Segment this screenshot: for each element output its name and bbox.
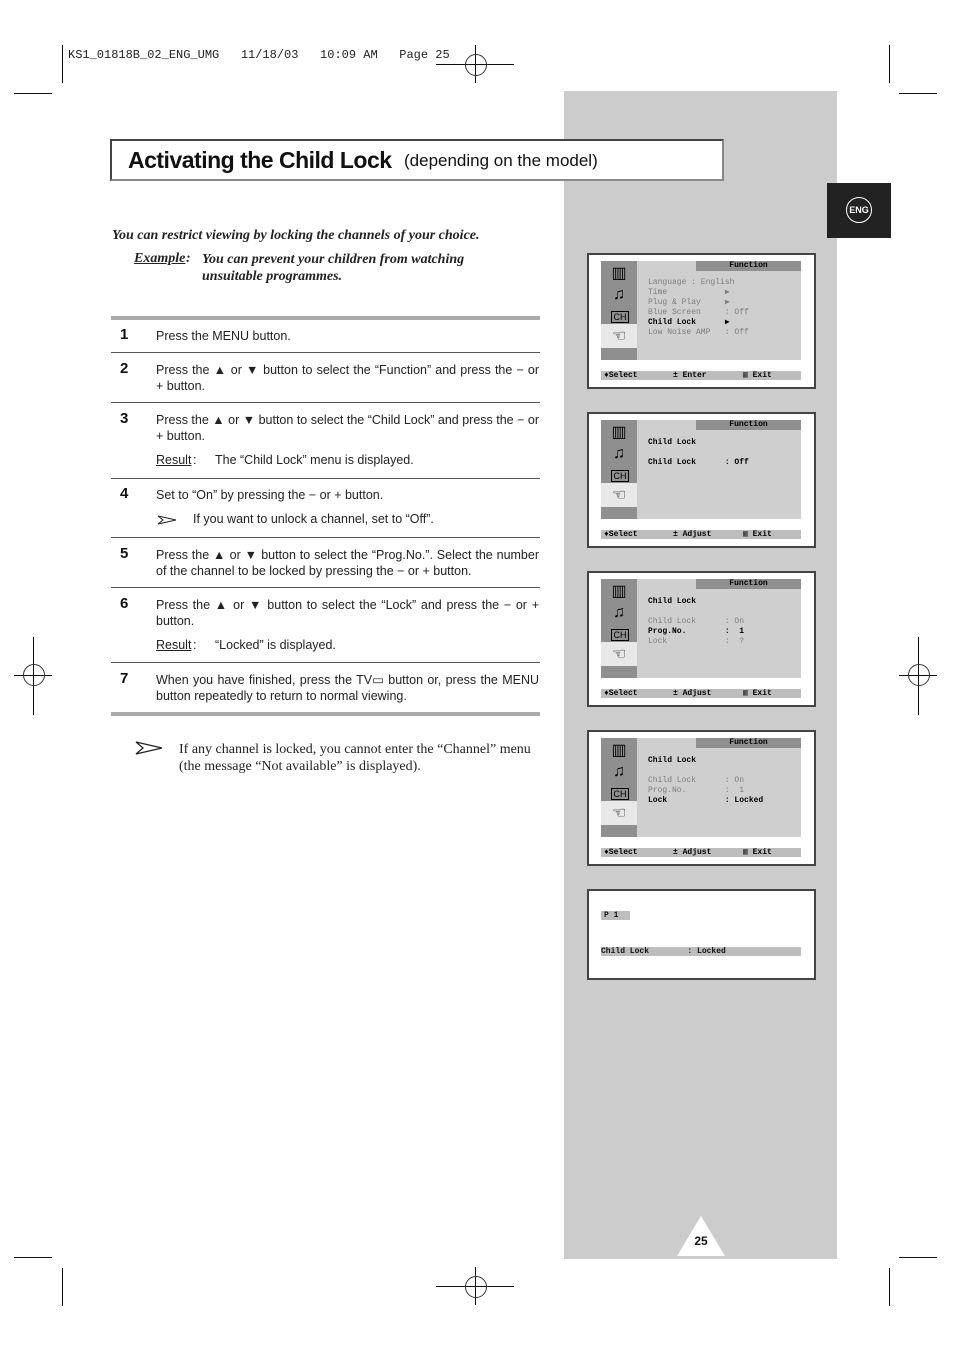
menu-line: Low Noise AMP : Off (648, 328, 749, 337)
osd-help-bar: ♦Select ± Adjust ▥ Exit (601, 530, 801, 539)
step-text: Press the MENU button. (156, 329, 291, 343)
program-number: P 1 (601, 911, 630, 920)
example-label: Example (134, 251, 186, 266)
step-number: 3 (120, 410, 129, 427)
title-box (110, 139, 724, 181)
channel-icon: CH (611, 470, 629, 482)
step-number: 6 (120, 595, 129, 612)
hand-icon: ☜ (611, 487, 627, 504)
menu-icons (601, 261, 637, 360)
hand-icon: ☜ (611, 646, 627, 663)
menu-line: Blue Screen : Off (648, 308, 749, 317)
step-text: Set to “On” by pressing the − or + button. (156, 488, 384, 502)
hand-icon: ☜ (611, 328, 627, 345)
osd-help-bar: ♦Select ± Adjust ▥ Exit (601, 848, 801, 857)
step-number: 1 (120, 326, 129, 343)
example-text: You can prevent your children from watching unsuitable programmes. (202, 252, 465, 284)
picture-icon: ▥ (611, 265, 627, 282)
osd-screen (587, 571, 816, 707)
menu-line: Plug & Play ▶ (648, 298, 730, 307)
picture-icon: ▥ (611, 424, 627, 441)
intro-text: You can restrict viewing by locking the channels of your choice. (112, 228, 480, 243)
sound-icon: ♫ (613, 286, 625, 303)
osd-help-bar: ♦Select ± Enter ▥ Exit (601, 371, 801, 380)
osd-screen (587, 730, 816, 866)
step-text: Press the ▲ or ▼ button to select the “Child Lock” and press the − or + button. (156, 413, 539, 443)
menu-line: Child Lock : On (648, 776, 745, 785)
menu-line: Lock : ? (648, 637, 745, 646)
osd-screen (587, 889, 816, 980)
step-note: If you want to unlock a channel, set to “Off”. (193, 512, 434, 526)
osd-help-bar: ♦Select ± Adjust ▥ Exit (601, 689, 801, 698)
child-lock-status: Child Lock : Locked (601, 947, 801, 956)
result-label: Result (156, 453, 192, 467)
page-title: Activating the Child Lock (128, 147, 392, 173)
menu-line: Language : English (648, 278, 735, 287)
note-arrow-icon (135, 740, 163, 756)
picture-icon: ▥ (611, 583, 627, 600)
channel-icon: CH (611, 311, 629, 323)
sound-icon: ♫ (613, 445, 625, 462)
menu-icons (601, 738, 637, 837)
menu-line: Prog.No. : 1 (648, 627, 745, 636)
osd-screen (587, 253, 816, 389)
menu-line: Child Lock (648, 438, 697, 447)
print-header: KS1_01818B_02_ENG_UMG 11/18/03 10:09 AM Page 25 (68, 48, 450, 62)
note-arrow-icon (157, 514, 177, 526)
step-text: Press the ▲ or ▼ button to select the “Lock” and press the − or + button. (156, 598, 539, 628)
channel-icon: CH (611, 629, 629, 641)
step-number: 2 (120, 360, 129, 377)
result-label: Result (156, 638, 192, 652)
menu-line: Child Lock : On (648, 617, 745, 626)
example-colon: : (186, 251, 191, 266)
menu-line: Child Lock (648, 597, 697, 606)
step-text: Press the ▲ or ▼ button to select the “Function” and press the − or + button. (156, 363, 539, 393)
language-label: ENG (846, 197, 872, 223)
language-tab (827, 183, 891, 238)
picture-icon: ▥ (611, 742, 627, 759)
sound-icon: ♫ (613, 604, 625, 621)
step-number: 7 (120, 670, 129, 687)
menu-icons (601, 579, 637, 678)
menu-icons (601, 420, 637, 519)
hand-icon: ☜ (611, 805, 627, 822)
menu-line: Time ▶ (648, 288, 730, 297)
menu-header: Function (696, 579, 801, 589)
step-number: 4 (120, 485, 129, 502)
menu-header: Function (696, 261, 801, 271)
menu-line: Lock : Locked (648, 796, 764, 805)
menu-line: Child Lock : Off (648, 458, 749, 467)
menu-header: Function (696, 420, 801, 430)
page-subtitle: (depending on the model) (404, 151, 598, 170)
step-text: When you have finished, press the TV▭ button or, press the MENU button repeatedly to return to normal viewing. (156, 673, 539, 703)
sound-icon: ♫ (613, 763, 625, 780)
menu-line: Prog.No. : 1 (648, 786, 745, 795)
step-number: 5 (120, 545, 129, 562)
osd-screen (587, 412, 816, 548)
menu-line: Child Lock (648, 756, 697, 765)
step-text: Press the ▲ or ▼ button to select the “Prog.No.”. Select the number of the channel to be locked by pressing the − or + button. (156, 548, 539, 578)
channel-icon: CH (611, 788, 629, 800)
page-number: 25 (694, 1234, 708, 1248)
result-text: The “Child Lock” menu is displayed. (215, 453, 414, 467)
menu-line: Child Lock ▶ (648, 318, 730, 327)
bottom-note: If any channel is locked, you cannot enter the “Channel” menu (the message “Not available” is displayed). (179, 742, 531, 774)
menu-header: Function (696, 738, 801, 748)
result-text: “Locked” is displayed. (215, 638, 336, 652)
